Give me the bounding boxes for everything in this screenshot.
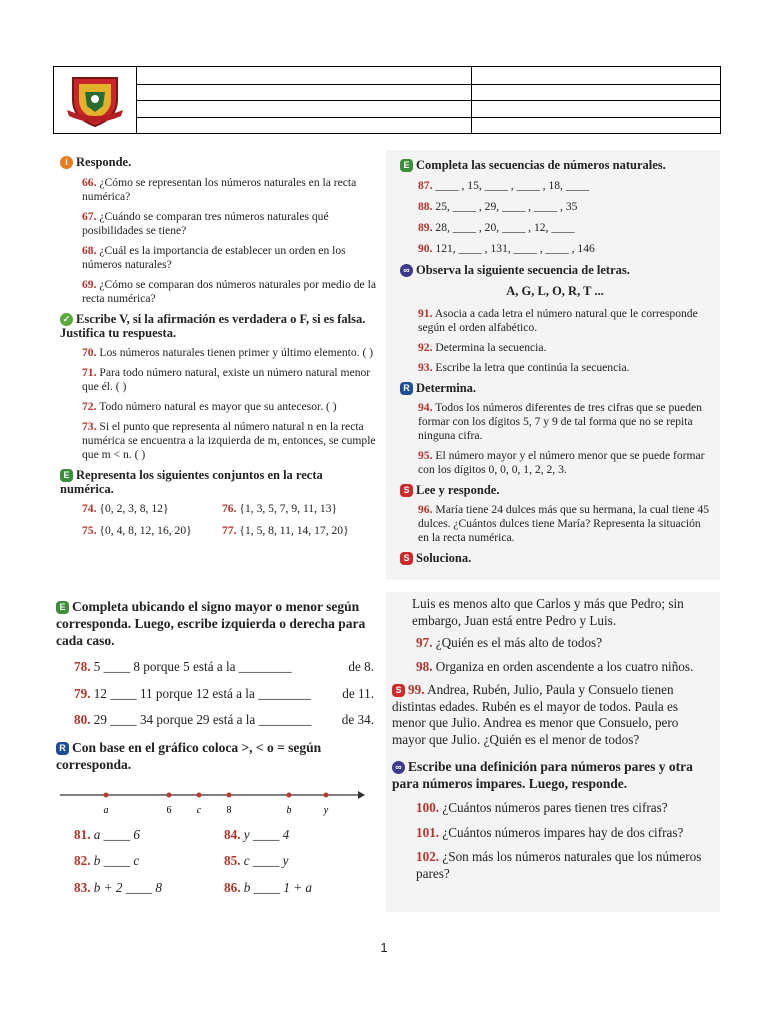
- representa-heading: E Representa los siguientes conjuntos en la recta numérica.: [60, 468, 323, 496]
- signo-heading: E Completa ubicando el signo mayor o menor según corresponda. Luego, escribe izquierda o derecha para cada caso.: [56, 599, 366, 648]
- reasoning-r-icon: R: [400, 382, 413, 395]
- point-c: [197, 792, 202, 797]
- question-73: 73. Si el punto que representa al número natural n en la recta numérica se encuentra a la izquierda de m, entonces, se cumple que m < n. ( ): [82, 420, 376, 461]
- exercise-icon: E: [400, 159, 413, 172]
- question-74: 74. {0, 2, 3, 8, 12}: [82, 502, 169, 515]
- question-96: 96. María tiene 24 dulces más que su hermana, la cual tiene 45 dulces. ¿Cuántos dulces tiene María? Representa la situación en la recta numérica.: [418, 503, 710, 544]
- check-icon: ✓: [60, 313, 73, 326]
- grafico-heading: R Con base en el gráfico coloca >, < o = según corresponda.: [56, 739, 322, 772]
- question-79: 79. 12 ____ 11 porque 12 está a la ________ de 11.: [74, 685, 374, 701]
- exercise-icon: E: [60, 469, 73, 482]
- question-97: 97. ¿Quién es el más alto de todos?: [416, 635, 603, 650]
- question-95: 95. El número mayor y el número menor que se puede formar con los dígitos 0, 0, 0, 1, 2, 2, 3.: [418, 449, 705, 476]
- question-78: 78. 5 ____ 8 porque 5 está a la ________ de 8.: [74, 659, 374, 674]
- point-a: [104, 792, 109, 797]
- question-86: 86. b ____ 1 + a: [224, 879, 313, 895]
- letter-sequence: A, G, L, O, R, T ...: [506, 284, 604, 298]
- vf-heading: ✓ Escribe V, si la afirmación es verdadera o F, si es falsa. Justifica tu respuesta.: [60, 312, 366, 340]
- question-77: 77. {1, 5, 8, 11, 14, 17, 20}: [222, 524, 349, 537]
- reasoning-icon: ∞: [392, 761, 405, 774]
- reasoning-icon: ∞: [400, 264, 413, 277]
- info-icon: i: [60, 156, 73, 169]
- question-100: 100. ¿Cuántos números pares tienen tres cifras?: [416, 800, 668, 815]
- question-92: 92. Determina la secuencia.: [418, 341, 547, 354]
- question-102: 102. ¿Son más los números naturales que los números pares?: [416, 849, 702, 881]
- question-71: 71. Para todo número natural, existe un número natural menor que él. ( ): [82, 366, 371, 393]
- pares-heading: ∞ Escribe una definición para números pares y otra para números impares. Luego, responde.: [392, 759, 693, 791]
- letras-heading: ∞ Observa la siguiente secuencia de letras.: [400, 263, 710, 278]
- responde-heading: i Responde.: [60, 155, 378, 170]
- question-70: 70. Los números naturales tienen primer y último elemento. ( ): [82, 346, 374, 359]
- label-b: b: [286, 804, 292, 816]
- question-98: 98. Organiza en orden ascendente a los cuatro niños.: [416, 658, 694, 674]
- point-b: [287, 792, 292, 797]
- question-91: 91. Asocia a cada letra el número natural que le corresponde según el orden alfabético.: [418, 307, 698, 334]
- question-80: 80. 29 ____ 34 porque 29 está a la ________ de 34.: [74, 712, 374, 727]
- exercise-icon: E: [56, 601, 69, 614]
- question-90: 90. 121, ____ , 131, ____ , ____ , 146: [418, 242, 595, 255]
- lee-heading: S Lee y responde.: [400, 483, 710, 498]
- question-81: 81. a ____ 6: [74, 826, 140, 842]
- question-94: 94. Todos los números diferentes de tres cifras que se pueden formar con los dígitos 5, 7 y 9 de tal forma que no se repita ninguna cifra.: [418, 401, 702, 442]
- solve-icon: S: [400, 484, 413, 497]
- luis-intro: Luis es menos alto que Carlos y más que Pedro; sin embargo, Juan está entre Pedro y Luis.: [412, 596, 684, 628]
- question-67: 67. ¿Cuándo se comparan tres números naturales qué posibilidades se tiene?: [82, 210, 329, 237]
- question-83: 83. b + 2 ____ 8: [74, 879, 163, 895]
- question-85: 85. c ____ y: [224, 853, 289, 868]
- label-a: a: [103, 804, 109, 816]
- question-82: 82. b ____ c: [74, 853, 140, 868]
- label-y: y: [323, 804, 329, 816]
- question-76: 76. {1, 3, 5, 7, 9, 11, 13}: [222, 502, 338, 515]
- question-88: 88. 25, ____ , 29, ____ , ____ , 35: [418, 200, 578, 213]
- page-number: 1: [380, 940, 388, 955]
- reasoning-r-icon: R: [56, 742, 69, 755]
- solve-icon: S: [392, 684, 405, 697]
- question-101: 101. ¿Cuántos números impares hay de dos cifras?: [416, 824, 684, 840]
- point-y: [324, 792, 329, 797]
- secuencias-heading: E Completa las secuencias de números naturales.: [400, 158, 710, 173]
- question-99: S 99. Andrea, Rubén, Julio, Paula y Consuelo tienen distintas edades. Rubén es el mayor de todos. Paula es menor que Julio. Andrea es menor que Consuelo, pero mayor que Julio. ¿Quién es el menor de todos?: [392, 682, 679, 747]
- left-bottom-panel: [56, 598, 374, 896]
- determina-heading: R Determina.: [400, 381, 710, 396]
- question-75: 75. {0, 4, 8, 12, 16, 20}: [82, 524, 192, 537]
- question-68: 68. ¿Cuál es la importancia de establecer un orden en los números naturales?: [82, 244, 346, 271]
- question-66: 66. ¿Cómo se representan los números naturales en la recta numérica?: [82, 176, 357, 203]
- right-top-panel: [386, 150, 720, 580]
- header-table: [53, 66, 721, 134]
- question-84: 84. y ____ 4: [224, 826, 290, 842]
- label-8: 8: [226, 804, 232, 816]
- logo-cell: [54, 67, 137, 133]
- point-6: [167, 792, 172, 797]
- number-line: [56, 787, 366, 817]
- question-69: 69. ¿Cómo se comparan dos números naturales por medio de la recta numérica?: [82, 278, 376, 305]
- label-6: 6: [166, 804, 172, 816]
- point-8: [227, 792, 232, 797]
- label-c: c: [196, 804, 202, 816]
- question-93: 93. Escribe la letra que continúa la secuencia.: [418, 361, 630, 374]
- question-87: 87. ____ , 15, ____ , ____ , 18, ____: [418, 179, 590, 192]
- right-bottom-panel: [386, 592, 720, 912]
- solve-icon: S: [400, 552, 413, 565]
- question-72: 72. Todo número natural es mayor que su antecesor. ( ): [82, 400, 337, 413]
- school-crest-icon: [65, 70, 125, 130]
- left-top-panel: [60, 155, 378, 538]
- question-89: 89. 28, ____ , 20, ____ , 12, ____: [418, 221, 575, 234]
- soluciona-heading: S Soluciona.: [400, 551, 710, 566]
